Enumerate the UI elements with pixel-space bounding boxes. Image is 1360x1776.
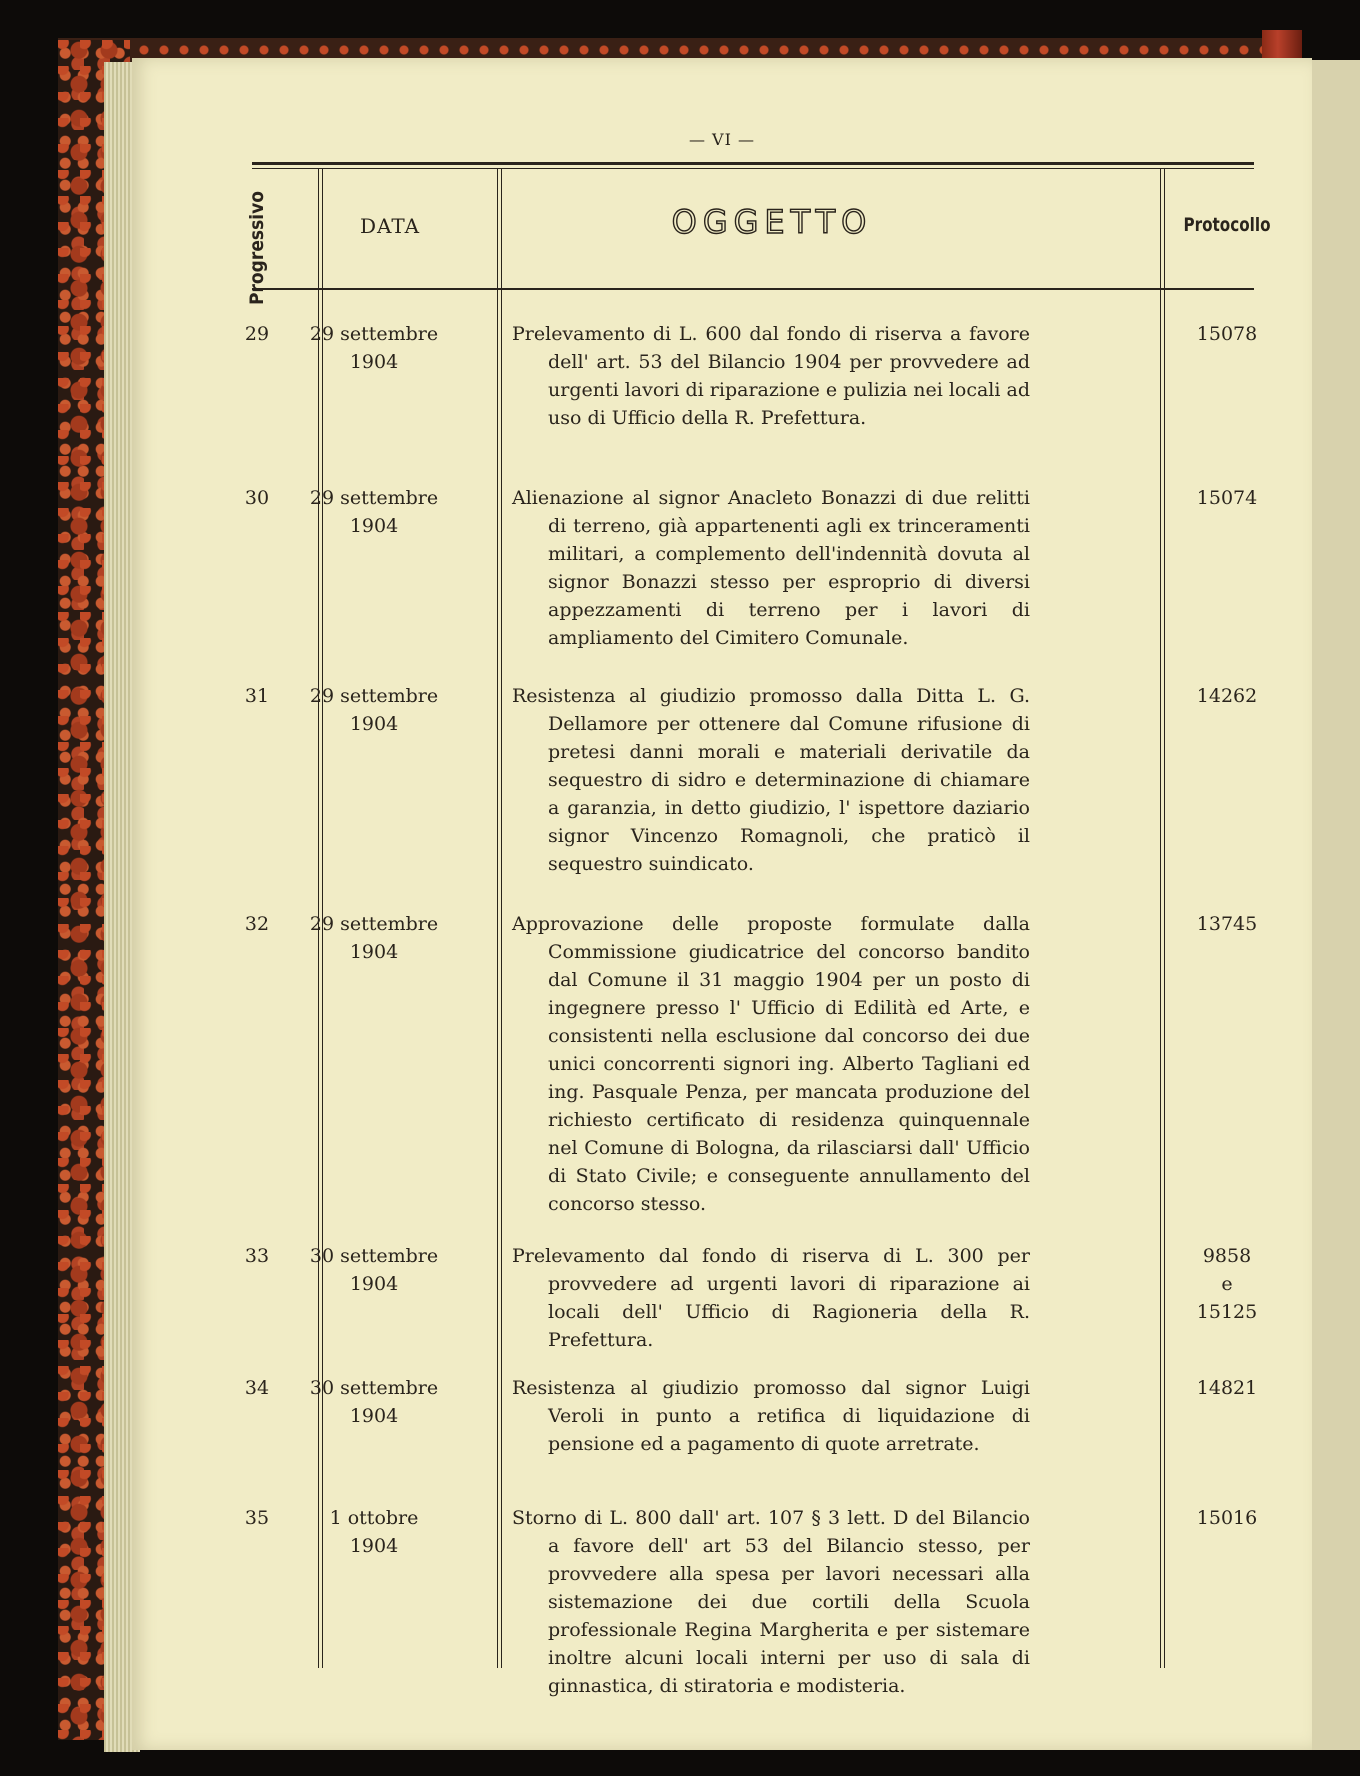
row-subject: Approvazione delle proposte formulate dalla Commissione giudicatrice del concorso bandito dal Comune il 31 maggio 1904 per un posto di ingegnere presso l' Ufficio di Edilità ed Arte, e consistenti nella esclusione dal concorso dei due unici concorrenti signori ing. Alberto Tagliani ed ing. Pasquale Penza, per mancata produzione del richiesto certificato di residenza quinquennale nel Comune di Bologna, da rilasciarsi dall' Ufficio di Stato Civile; e conseguente annullamento del concorso stesso. [512, 913, 1030, 1215]
row-subject: Resistenza al giudizio promosso dalla Ditta L. G. Dellamore per ottenere dal Comune rifusione di pretesi danni morali e materiali derivatile da sequestro di sidro e determinazione di chiamare a garanzia, in detto giudizio, l' ispettore daziario signor Vincenzo Romagnoli, che praticò il sequestro suindicato. [512, 685, 1030, 875]
column-rule-3 [1160, 168, 1161, 1668]
row-number: 33 [244, 1245, 270, 1267]
column-rule-2 [497, 168, 498, 1668]
row-protocol: 13745 [1196, 913, 1258, 935]
row-subject: Prelevamento di L. 600 dal fondo di riserva a favore dell' art. 53 del Bilancio 1904 per provvedere ad urgenti lavori di riparazione e pulizia nei locali ad uso di Ufficio della R. Prefettura. [512, 323, 1030, 429]
row-subject: Prelevamento dal fondo di riserva di L. 300 per provvedere ad urgenti lavori di riparazione ai locali dell' Ufficio di Ragioneria della R. Prefettura. [512, 1245, 1030, 1351]
row-protocol: 14821 [1196, 1377, 1258, 1399]
row-number: 32 [244, 913, 270, 935]
row-subject: Resistenza al giudizio promosso dal signor Luigi Veroli in punto a retifica di liquidazione di pensione ed a pagamento di quote arretrate. [512, 1377, 1030, 1455]
row-protocol: 14262 [1196, 685, 1258, 707]
row-protocol: 15074 [1196, 487, 1258, 509]
row-number: 34 [244, 1377, 270, 1399]
table-top-rule-thin [252, 168, 1254, 169]
row-date: 29 settembre 1904 [309, 685, 439, 735]
facing-page-edge [1310, 60, 1360, 1750]
row-date: 29 settembre 1904 [309, 913, 439, 963]
row-number: 29 [244, 323, 270, 345]
page [132, 58, 1312, 1750]
row-protocol: 9858 e 15125 [1196, 1245, 1258, 1323]
row-number: 31 [244, 685, 270, 707]
row-subject: Storno di L. 800 dall' art. 107 § 3 lett. D del Bilancio a favore dell' art 53 del Bilancio stesso, per provvedere alla spesa per lavori necessari alla sistemazione dei due cortili della Scuola professionale Regina Margherita e per sistemare inoltre alcuni locali interni per uso di sala di ginnastica, di stiratoria e modisteria. [512, 1507, 1030, 1697]
row-number: 35 [244, 1507, 270, 1529]
row-date: 29 settembre 1904 [309, 487, 439, 537]
row-number: 30 [244, 487, 270, 509]
column-rule-2b [501, 168, 502, 1668]
header-date: DATA [359, 214, 421, 238]
header-protocol: Protocollo [1183, 214, 1271, 236]
page-number: — VI — [688, 130, 756, 149]
table-top-rule [252, 162, 1254, 165]
row-protocol: 15016 [1196, 1507, 1258, 1529]
header-subject: OGGETTO [671, 203, 873, 241]
row-date: 30 settembre 1904 [309, 1245, 439, 1295]
row-date: 1 ottobre 1904 [329, 1507, 419, 1557]
header-progressive: Progressivo [246, 190, 269, 306]
row-date: 29 settembre 1904 [309, 323, 439, 373]
row-date: 30 settembre 1904 [309, 1377, 439, 1427]
row-subject: Alienazione al signor Anacleto Bonazzi di due relitti di terreno, già appartenenti agli ex trinceramenti militari, a complemento dell'indennità dovuta al signor Bonazzi stesso per esproprio di diversi appezzamenti di terreno per i lavori di ampliamento del Cimitero Comunale. [512, 487, 1030, 649]
header-bottom-rule [252, 288, 1254, 290]
row-protocol: 15078 [1196, 323, 1258, 345]
